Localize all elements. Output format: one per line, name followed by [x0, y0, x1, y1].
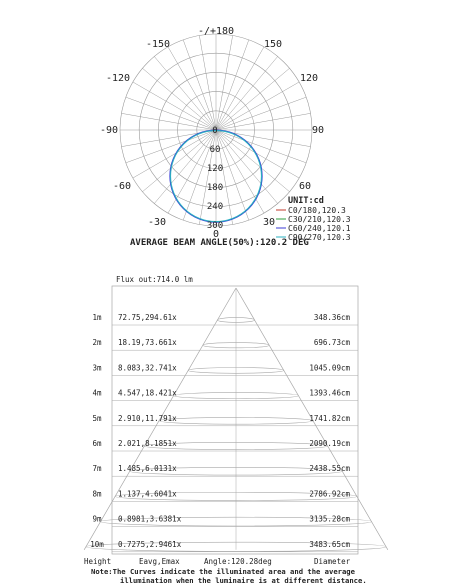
legend-entry-c0: C0/180,120.3 — [288, 206, 346, 215]
flux-out-text: Flux out:714.0 lm — [116, 275, 193, 284]
angle-label-right-upper: 120 — [299, 73, 319, 84]
angle-label-right: 90 — [311, 125, 325, 136]
row-height: 3m — [92, 363, 102, 373]
note-line-2: illumination when the luminaire is at different distance. — [120, 576, 367, 584]
angle-label-upper-right: 150 — [263, 39, 283, 50]
row-eavg-emax: 1.485,6.0131x — [118, 464, 177, 474]
row-eavg-emax: 2.021,8.1851x — [118, 439, 177, 448]
row-diameter: 2786.92cm — [309, 489, 350, 499]
beam-angle-text: AVERAGE BEAM ANGLE(50%):120.2 DEG — [130, 238, 309, 248]
angle-label-left: -90 — [99, 125, 119, 136]
legend-unit: UNIT:cd — [288, 196, 324, 206]
footer-angle-label: Angle:120.28deg — [204, 557, 272, 566]
row-height: 6m — [92, 439, 102, 448]
radial-label-120: 120 — [206, 164, 224, 174]
illuminance-rows — [90, 313, 350, 549]
row-diameter: 2090.19cm — [309, 439, 350, 448]
row-eavg-emax: 18.19,73.661x — [118, 338, 177, 348]
angle-label-lower-right: 30 — [262, 217, 276, 228]
row-height: 9m — [92, 514, 102, 524]
angle-label-right-lower: 60 — [298, 181, 312, 192]
row-height: 10m — [90, 539, 104, 549]
row-height: 7m — [92, 464, 102, 474]
row-eavg-emax: 2.910,11.791x — [118, 413, 177, 423]
row-height: 5m — [92, 413, 102, 423]
legend-entry-c30: C30/210,120.3 — [288, 215, 351, 224]
row-diameter: 348.36cm — [313, 313, 350, 322]
polar-intensity-diagram — [0, 0, 452, 264]
angle-label-top: -/+180 — [197, 26, 235, 37]
radial-label-0: 0 — [212, 126, 218, 136]
row-diameter: 3483.65cm — [309, 539, 350, 549]
row-diameter: 1045.09cm — [309, 363, 350, 373]
row-diameter: 3135.28cm — [309, 514, 350, 524]
row-height: 4m — [92, 388, 102, 398]
radial-label-300: 300 — [206, 221, 224, 231]
row-eavg-emax: 8.083,32.741x — [118, 363, 177, 373]
row-diameter: 1393.46cm — [309, 388, 350, 398]
angle-label-upper-left: -150 — [145, 39, 171, 50]
row-diameter: 2438.55cm — [309, 464, 350, 474]
angle-label-left-lower: -60 — [112, 181, 132, 192]
row-diameter: 1741.82cm — [309, 413, 350, 423]
note-line-1: Note:The Curves indicate the illuminated area and the average — [91, 567, 355, 576]
row-eavg-emax: 72.75,294.61x — [118, 313, 177, 322]
row-eavg-emax: 0.7275,2.9461x — [118, 539, 182, 549]
radial-label-60: 60 — [209, 145, 221, 155]
row-height: 8m — [92, 489, 102, 499]
row-eavg-emax: 4.547,18.421x — [118, 388, 177, 398]
row-diameter: 696.73cm — [313, 338, 350, 348]
footer-eavg-label: Eavg,Emax — [139, 557, 180, 566]
angle-label-left-upper: -120 — [105, 73, 131, 84]
legend-entry-c90: C90/270,120.3 — [288, 233, 351, 242]
angle-label-bottom: 0 — [212, 229, 220, 240]
illuminance-cone-diagram — [0, 268, 452, 584]
row-height: 1m — [92, 313, 102, 322]
footer-height-label: Height — [84, 557, 112, 566]
row-eavg-emax: 1.137,4.6041x — [118, 489, 177, 499]
row-eavg-emax: 0.8981,3.6381x — [118, 514, 182, 524]
angle-label-lower-left: -30 — [147, 217, 167, 228]
footer-diameter-label: Diameter — [314, 557, 351, 566]
radial-label-240: 240 — [206, 202, 224, 212]
row-height: 2m — [92, 338, 102, 348]
legend-entry-c60: C60/240,120.1 — [288, 224, 351, 233]
radial-label-180: 180 — [206, 183, 224, 193]
